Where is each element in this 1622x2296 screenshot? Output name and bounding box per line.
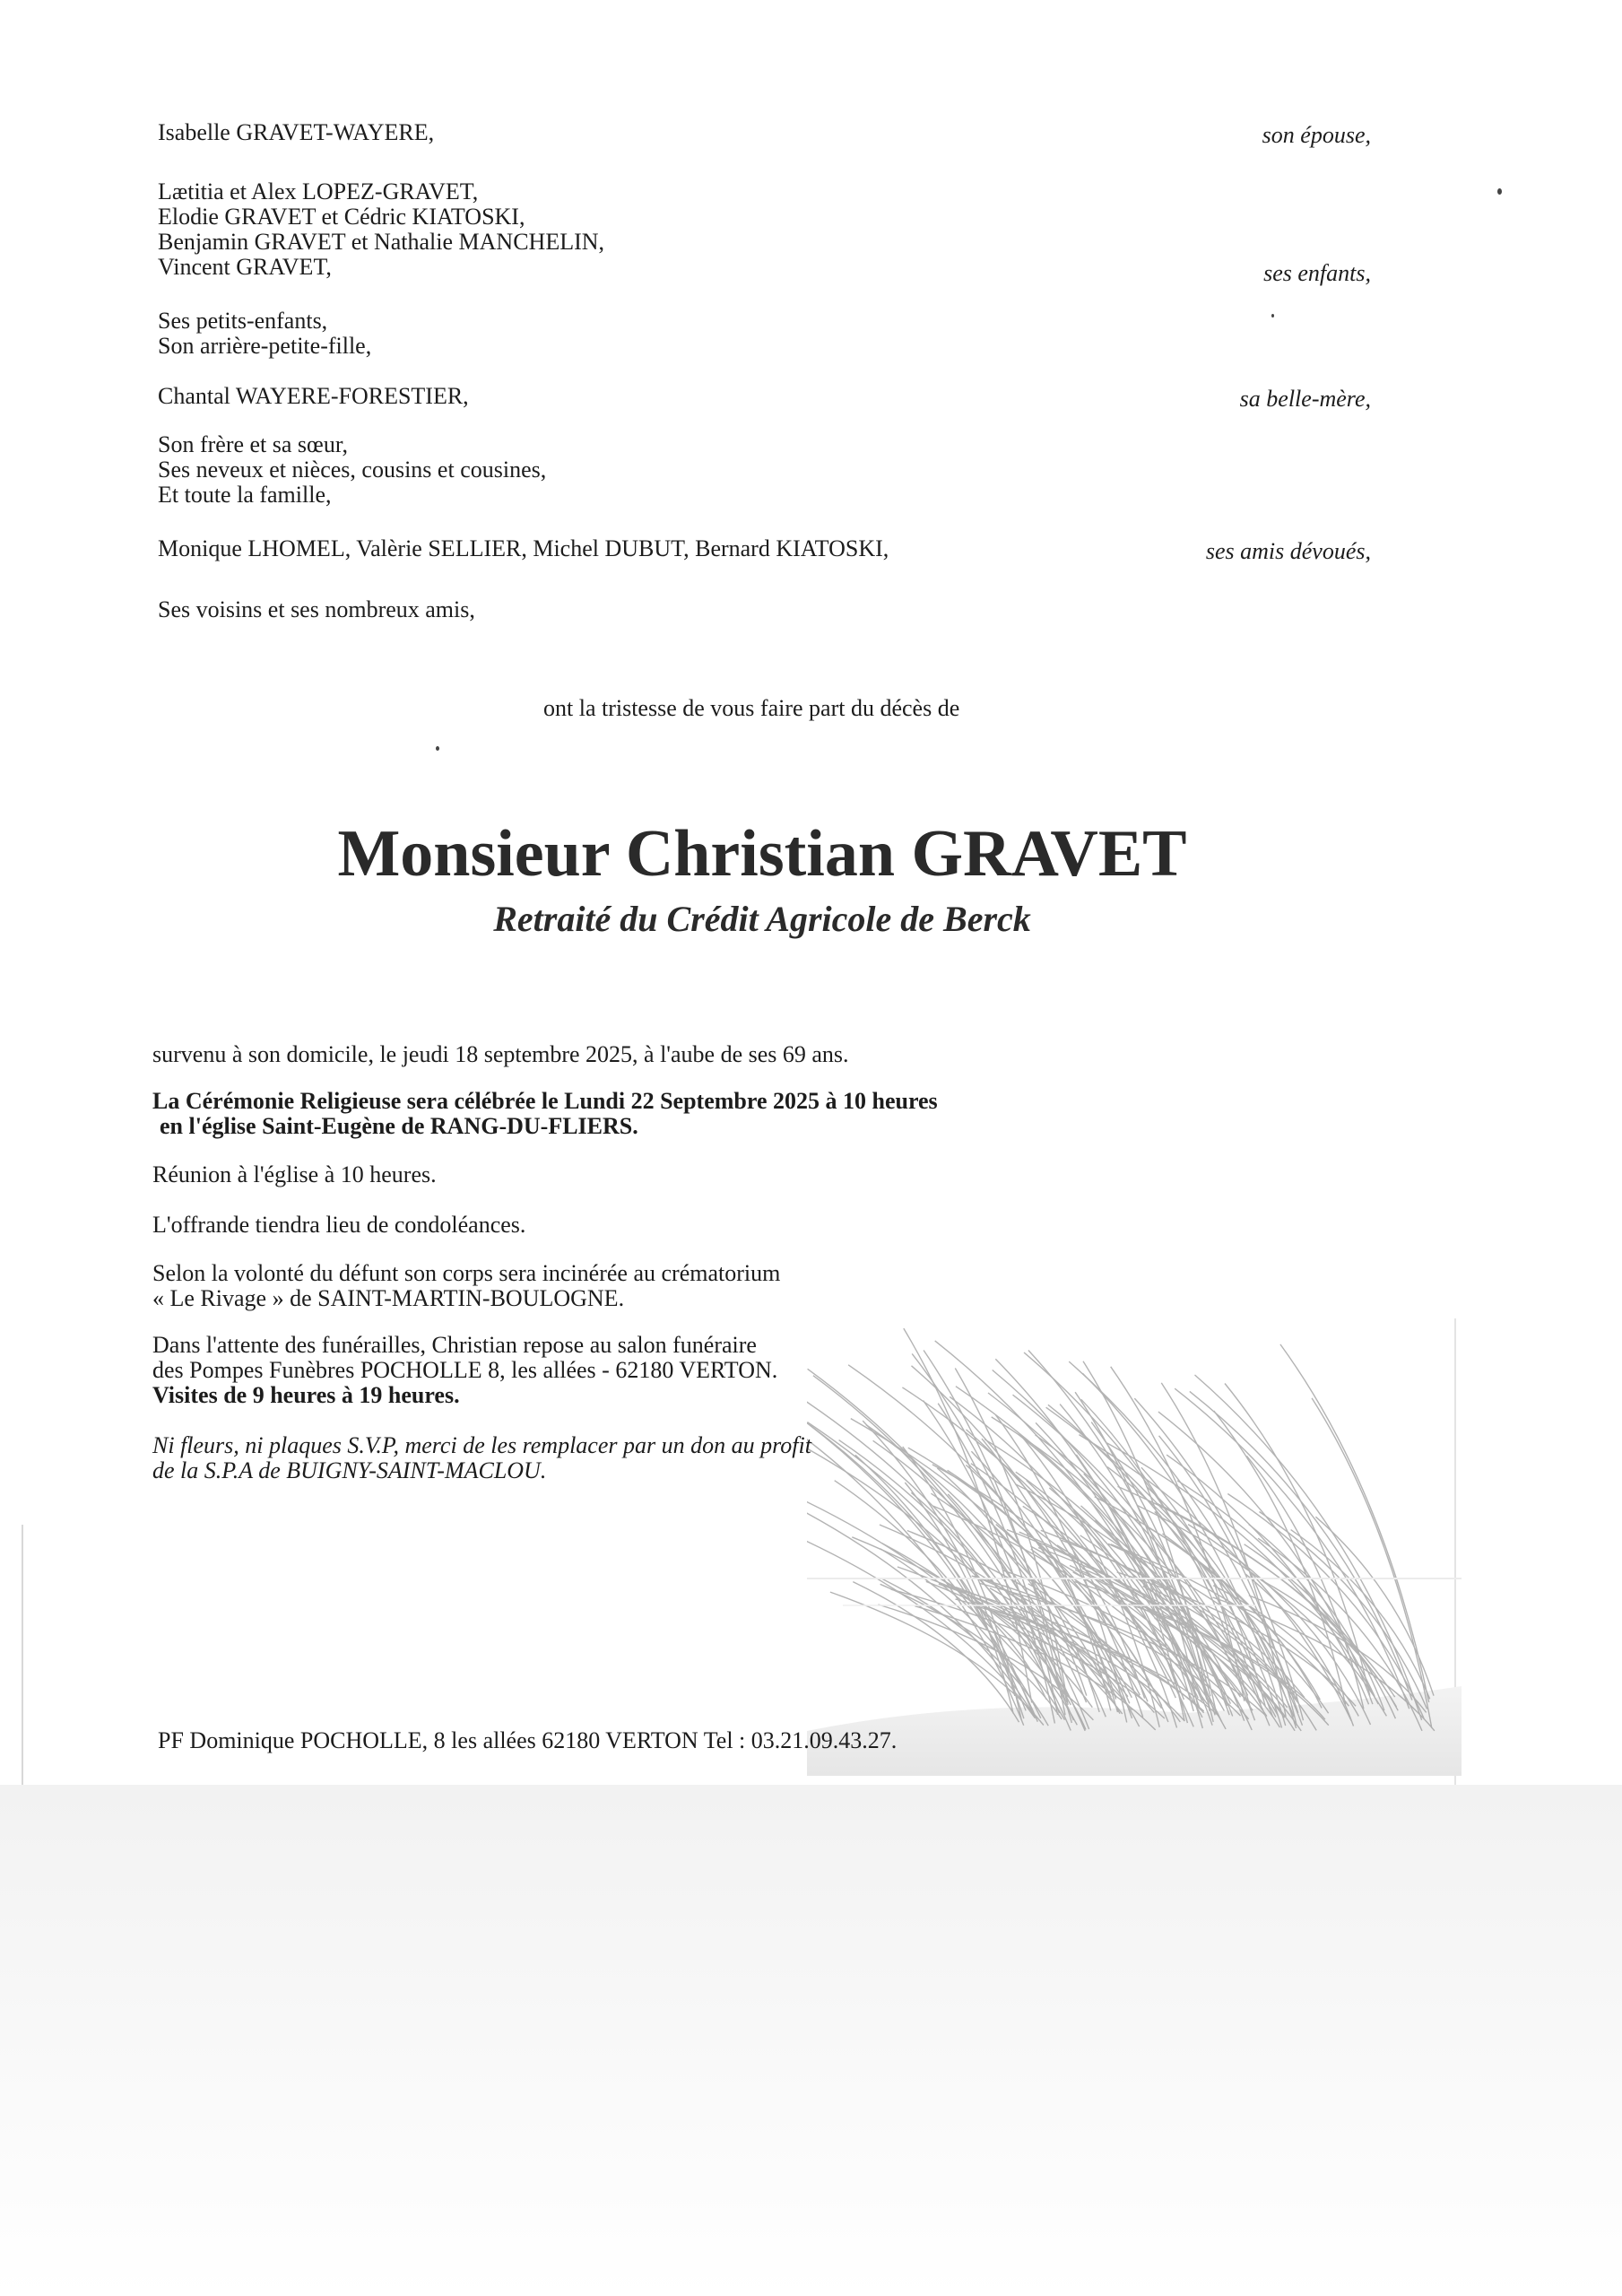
friends-names: Monique LHOMEL, Valèrie SELLIER, Michel DUBUT, Bernard KIATOSKI, (158, 535, 889, 561)
child-line: Lætitia et Alex LOPEZ-GRAVET, (158, 178, 479, 204)
neighbours: Ses voisins et ses nombreux amis, (158, 596, 475, 622)
child-line: Elodie GRAVET et Cédric KIATOSKI, (158, 204, 525, 230)
relatives-line: Et toute la famille, (158, 482, 332, 508)
mother-in-law-role: sa belle-mère, (1239, 386, 1371, 412)
flowers-line: Ni fleurs, ni plaques S.V.P, merci de les remplacer par un don au profit (152, 1432, 811, 1458)
relatives-line: Ses neveux et nièces, cousins et cousines, (158, 457, 547, 483)
friends-role: ses amis dévoués, (1205, 538, 1371, 564)
scan-speck (1271, 314, 1274, 317)
scan-background (0, 1785, 1622, 2296)
children-role: ses enfants, (1263, 260, 1371, 286)
meeting-info: Réunion à l'église à 10 heures. (152, 1161, 437, 1187)
ceremony-line: en l'église Saint-Eugène de RANG-DU-FLIERS. (160, 1113, 638, 1139)
great-grandchild-line: Son arrière-petite-fille, (158, 333, 372, 359)
grandchildren (158, 309, 371, 359)
rest-info (152, 1333, 777, 1408)
deceased-subtitle: Retraité du Crédit Agricole de Berck (493, 899, 1031, 939)
relatives (158, 432, 546, 508)
scan-speck (1497, 188, 1502, 195)
death-notice: survenu à son domicile, le jeudi 18 septembre 2025, à l'aube de ses 69 ans. (152, 1041, 849, 1067)
children-list (158, 179, 604, 280)
cremation-info (152, 1261, 780, 1311)
grass-blade (807, 1518, 1036, 1718)
cremation-line: « Le Rivage » de SAINT-MARTIN-BOULOGNE. (152, 1285, 625, 1311)
announcement: ont la tristesse de vous faire part du décès de (543, 695, 960, 721)
grass-blade (1158, 1412, 1373, 1704)
ceremony-info (152, 1089, 938, 1139)
rest-line: des Pompes Funèbres POCHOLLE 8, les allées - 62180 VERTON. (152, 1357, 778, 1383)
spouse-role: son épouse, (1262, 122, 1371, 148)
relatives-line: Son frère et sa sœur, (158, 431, 348, 457)
spouse-name: Isabelle GRAVET-WAYERE, (158, 119, 435, 145)
deceased-name: Monsieur Christian GRAVET (337, 817, 1187, 891)
flowers-line: de la S.P.A de BUIGNY-SAINT-MACLOU. (152, 1457, 547, 1483)
sheet-edge (22, 1525, 23, 1785)
mother-in-law-name: Chantal WAYERE-FORESTIER, (158, 383, 469, 409)
ceremony-line: La Cérémonie Religieuse sera célébrée le Lundi 22 Septembre 2025 à 10 heures (152, 1088, 938, 1114)
child-line: Benjamin GRAVET et Nathalie MANCHELIN, (158, 229, 605, 255)
offering-info: L'offrande tiendra lieu de condoléances. (152, 1212, 526, 1238)
grass-blade (1002, 1570, 1249, 1719)
funeral-home-footer: PF Dominique POCHOLLE, 8 les allées 62180 VERTON Tel : 03.21.09.43.27. (158, 1727, 898, 1753)
scan-speck (436, 746, 439, 751)
rest-line: Dans l'attente des funérailles, Christian repose au salon funéraire (152, 1332, 757, 1358)
visits-line: Visites de 9 heures à 19 heures. (152, 1382, 460, 1408)
flowers-note (152, 1433, 811, 1483)
beach-grass-illustration (807, 1309, 1462, 1776)
grandchildren-line: Ses petits-enfants, (158, 308, 328, 334)
child-line: Vincent GRAVET, (158, 254, 332, 280)
cremation-line: Selon la volonté du défunt son corps sera incinérée au crématorium (152, 1260, 781, 1286)
